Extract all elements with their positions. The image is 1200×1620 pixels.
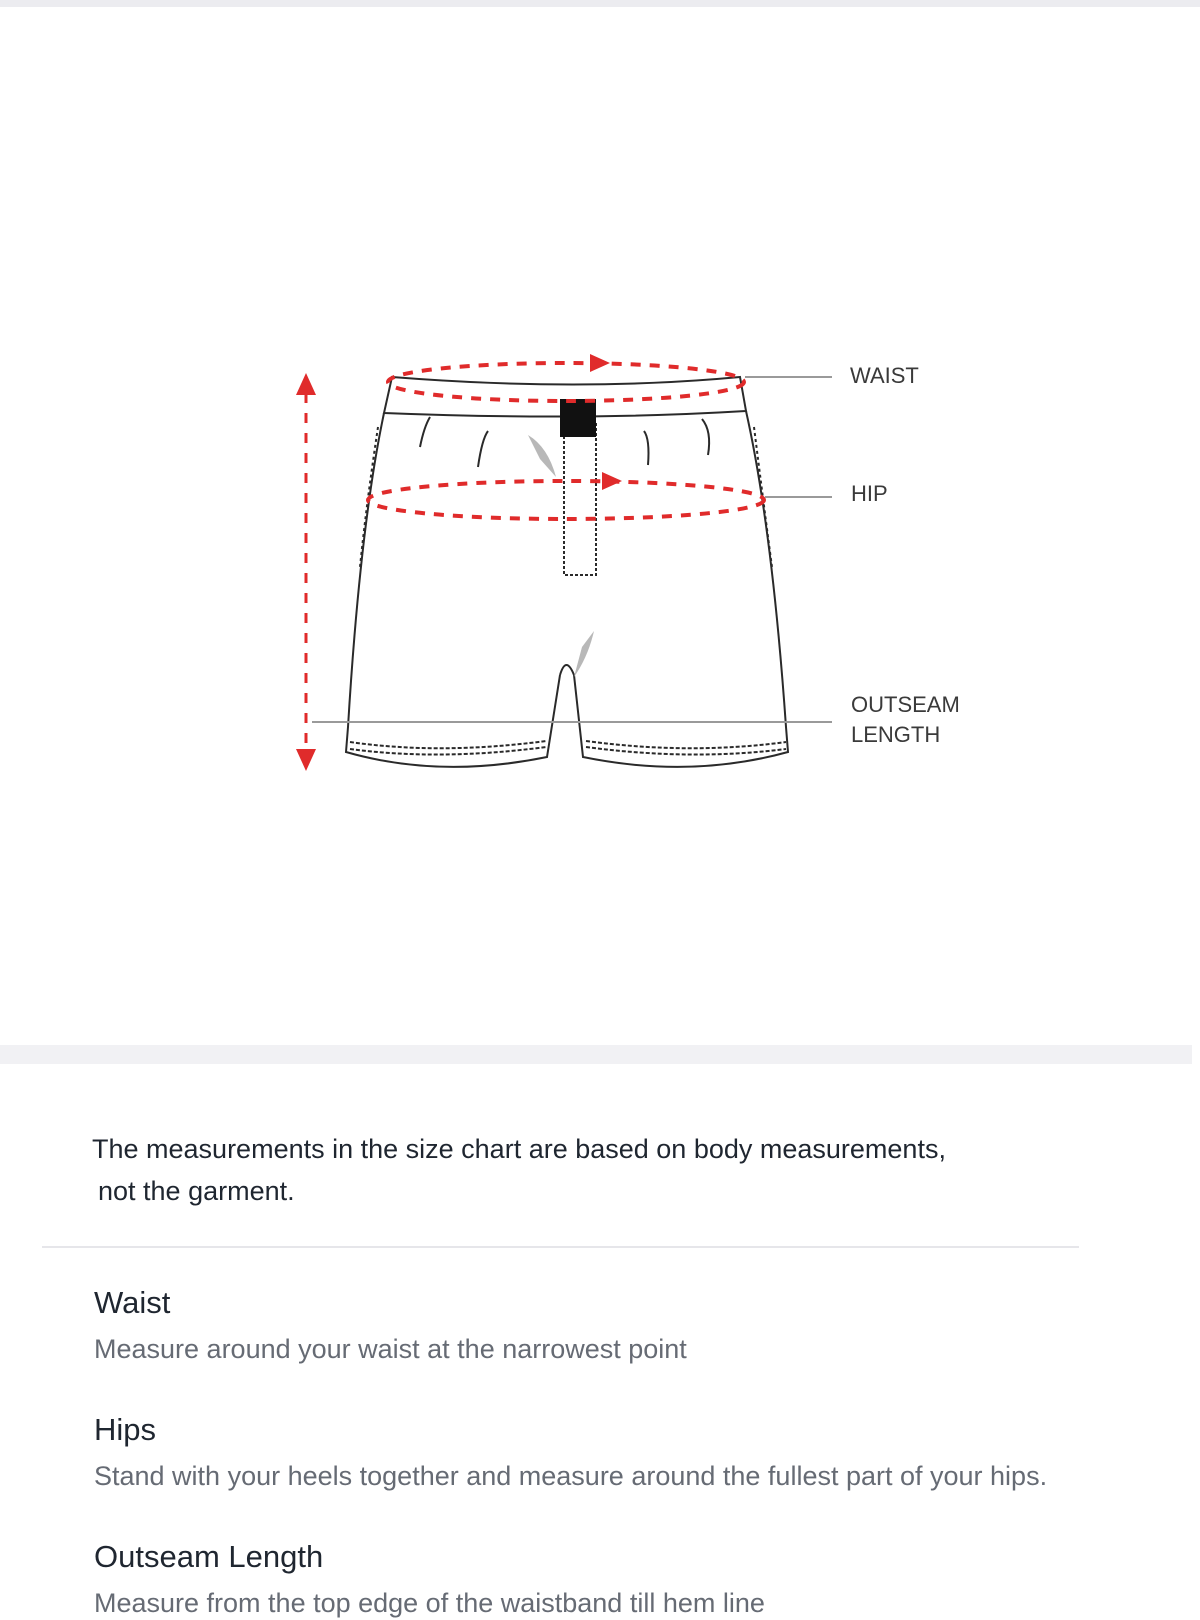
waist-description: Measure around your waist at the narrowest point — [94, 1334, 687, 1364]
shorts-measurement-diagram — [0, 7, 1200, 1045]
size-chart-note — [92, 1128, 992, 1212]
fold-shading — [574, 631, 594, 677]
hip-measure-loop — [368, 472, 764, 519]
waist-measure-loop — [388, 354, 744, 401]
outseam-measure-arrow — [296, 373, 316, 771]
hip-label: HIP — [851, 481, 888, 506]
outseam-label-line2: LENGTH — [851, 722, 941, 747]
hips-section — [94, 1411, 1174, 1495]
top-divider — [0, 0, 1200, 7]
hips-title: Hips — [94, 1412, 157, 1447]
outseam-description: Measure from the top edge of the waistband till hem line — [94, 1588, 765, 1618]
belt-tab — [560, 399, 596, 437]
outseam-label-line1: OUTSEAM — [851, 692, 960, 717]
fold-shading — [528, 435, 556, 477]
outseam-title: Outseam Length — [94, 1539, 324, 1574]
horizontal-rule — [42, 1246, 1079, 1248]
note-line-1: The measurements in the size chart are based on body measurements, — [92, 1134, 946, 1164]
section-divider-band — [0, 1045, 1192, 1064]
outseam-section — [94, 1538, 1174, 1620]
waist-label: WAIST — [850, 363, 919, 388]
note-line-2: not the garment. — [98, 1176, 295, 1206]
waist-title: Waist — [94, 1285, 171, 1320]
hips-description: Stand with your heels together and measure around the fullest part of your hips. — [94, 1461, 1048, 1491]
waist-section — [94, 1284, 1174, 1368]
